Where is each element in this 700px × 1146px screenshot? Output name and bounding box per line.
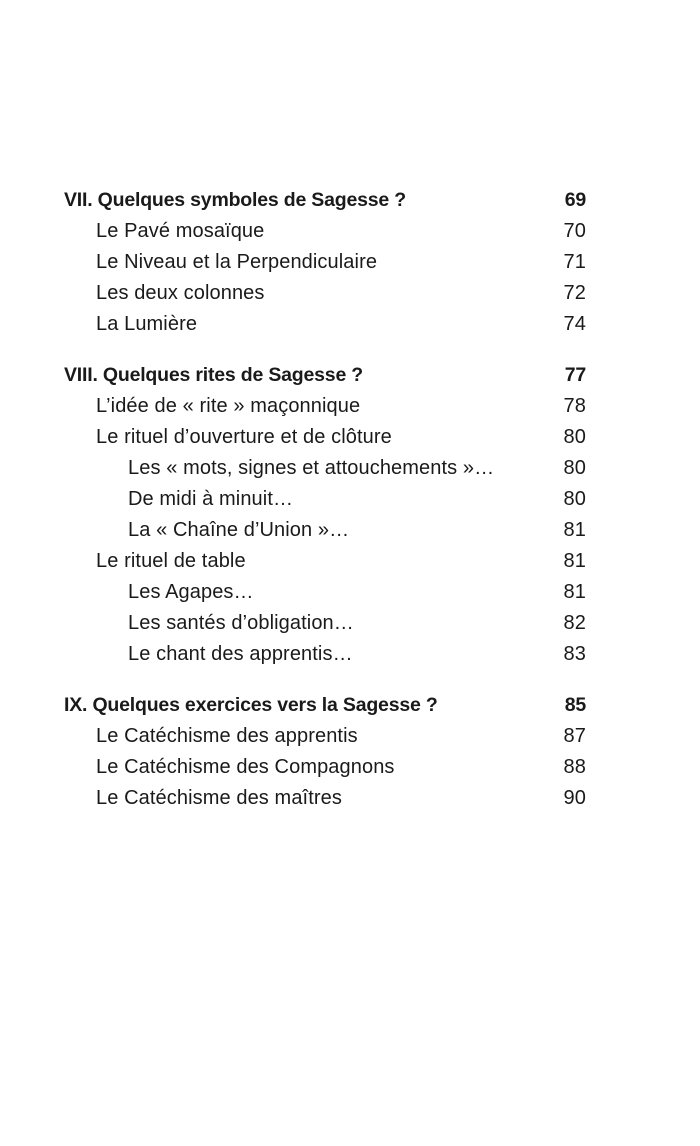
section-page-number: 85 [564, 694, 586, 716]
entry-label: L’idée de « rite » maçonnique [96, 395, 361, 417]
entry-label: Le rituel d’ouverture et de clôture [96, 426, 392, 448]
entry-label: La Lumière [96, 313, 198, 335]
entry-page-number: 81 [563, 550, 586, 572]
entry-label: Le Catéchisme des apprentis [96, 725, 358, 747]
entry-page-number: 90 [563, 787, 586, 809]
toc-section-vii [64, 185, 586, 340]
toc-entry[interactable] [64, 278, 586, 309]
section-title: VII. Quelques symboles de Sagesse ? [64, 189, 406, 211]
entry-page-number: 82 [563, 612, 586, 634]
toc-entry[interactable] [64, 783, 586, 814]
section-title: IX. Quelques exercices vers la Sagesse ? [64, 694, 438, 716]
entry-page-number: 80 [563, 457, 586, 479]
entry-label: Le rituel de table [96, 550, 246, 572]
entry-label: Les santés d’obligation… [128, 612, 354, 634]
entry-page-number: 71 [563, 251, 586, 273]
toc-entry[interactable] [64, 721, 586, 752]
toc-section-ix [64, 690, 586, 814]
toc-entry[interactable] [64, 309, 586, 340]
entry-label: Les « mots, signes et attouchements »… [128, 457, 495, 479]
toc-entry[interactable] [64, 391, 586, 422]
entry-page-number: 70 [563, 220, 586, 242]
toc-entry[interactable] [64, 216, 586, 247]
toc-subentry[interactable] [64, 453, 586, 484]
entry-label: Les deux colonnes [96, 282, 265, 304]
entry-page-number: 72 [563, 282, 586, 304]
toc-section-viii [64, 360, 586, 670]
entry-label: Le Niveau et la Perpendiculaire [96, 251, 378, 273]
toc-entry[interactable] [64, 752, 586, 783]
section-page-number: 69 [564, 189, 586, 211]
toc-subentry[interactable] [64, 484, 586, 515]
entry-label: Le Pavé mosaïque [96, 220, 265, 242]
section-page-number: 77 [564, 364, 586, 386]
section-heading[interactable] [64, 690, 586, 721]
section-heading[interactable] [64, 185, 586, 216]
entry-page-number: 74 [563, 313, 586, 335]
entry-label: Le Catéchisme des maîtres [96, 787, 342, 809]
toc-subentry[interactable] [64, 577, 586, 608]
entry-page-number: 81 [563, 581, 586, 603]
entry-page-number: 81 [563, 519, 586, 541]
entry-label: Le Catéchisme des Compagnons [96, 756, 395, 778]
entry-label: Les Agapes… [128, 581, 254, 603]
entry-page-number: 87 [563, 725, 586, 747]
entry-page-number: 80 [563, 426, 586, 448]
entry-label: De midi à minuit… [128, 488, 294, 510]
toc-entry[interactable] [64, 546, 586, 577]
toc-entry[interactable] [64, 422, 586, 453]
toc-entry[interactable] [64, 247, 586, 278]
entry-page-number: 83 [563, 643, 586, 665]
toc-subentry[interactable] [64, 608, 586, 639]
section-heading[interactable] [64, 360, 586, 391]
table-of-contents [64, 185, 586, 834]
toc-subentry[interactable] [64, 639, 586, 670]
entry-page-number: 78 [563, 395, 586, 417]
toc-subentry[interactable] [64, 515, 586, 546]
section-title: VIII. Quelques rites de Sagesse ? [64, 364, 364, 386]
entry-page-number: 88 [563, 756, 586, 778]
entry-label: La « Chaîne d’Union »… [128, 519, 350, 541]
entry-label: Le chant des apprentis… [128, 643, 353, 665]
entry-page-number: 80 [563, 488, 586, 510]
